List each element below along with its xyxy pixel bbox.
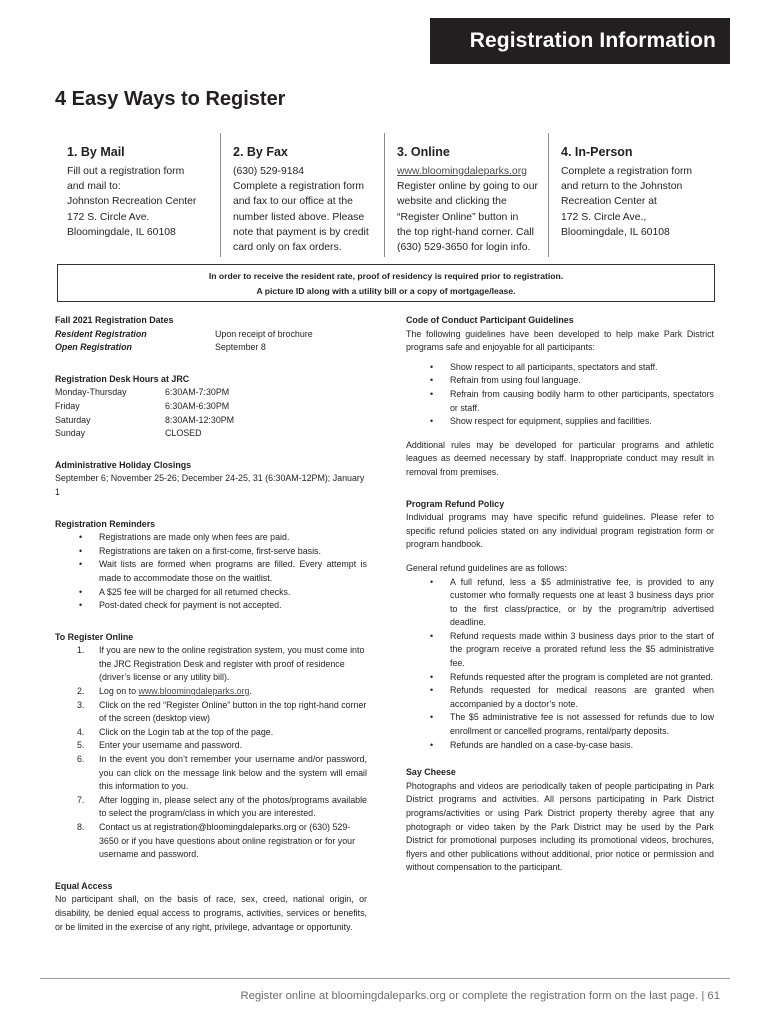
registration-methods xyxy=(55,133,715,257)
way-line: Complete a registration form xyxy=(561,166,693,177)
list-item: • Refrain from causing bodily harm to other participants, spectators or staff. xyxy=(406,388,714,415)
hours-time: CLOSED xyxy=(165,428,202,439)
way-line: Johnston Recreation Center xyxy=(67,196,197,208)
way-line: Bloomingdale, IL 60108 xyxy=(561,226,670,238)
reminders-list xyxy=(55,531,367,613)
website-link[interactable]: www.bloomingdaleparks.org xyxy=(397,166,527,177)
list-item: • A $25 fee will be charged for all returned checks. xyxy=(55,586,367,600)
way-line: and fax to our office at the xyxy=(233,196,353,208)
way-line: the top right-hand corner. Call xyxy=(397,226,534,238)
date-label: Resident Registration xyxy=(55,328,147,339)
way-line: Fill out a registration form xyxy=(67,166,185,177)
refund-list xyxy=(406,576,714,753)
list-item: • Registrations are taken on a first-come, first-serve basis. xyxy=(55,545,367,559)
way-line: 172 S. Circle Ave. xyxy=(67,211,150,223)
residency-notice xyxy=(57,264,715,302)
way-line: website and clicking the xyxy=(397,196,507,208)
way-line: card only on fax orders. xyxy=(233,242,342,254)
refund-intro: Individual programs may have specific refund guidelines. Please refer to specific refund policies stated on any individual program registration form or program handbook. xyxy=(406,512,714,550)
way-line: and mail to: xyxy=(67,181,121,193)
list-item: 7. After logging in, please select any of the photos/programs available to select the program/class in which you are interested. xyxy=(77,794,367,819)
hours-time: 6:30AM-7:30PM xyxy=(165,387,230,398)
online-steps-list xyxy=(55,644,367,862)
hours-day: Sunday xyxy=(55,428,86,439)
left-column xyxy=(55,314,367,934)
way-line: Complete a registration form xyxy=(233,181,365,193)
conduct-heading: Code of Conduct Participant Guidelines xyxy=(406,315,574,325)
section-header-title: Registration Information xyxy=(469,29,716,52)
way-by-mail xyxy=(55,133,220,257)
conduct-intro: The following guidelines have been developed to help make Park District programs safe and enjoyable for all participants: xyxy=(406,328,714,353)
way-by-fax xyxy=(220,133,384,257)
list-item: • Refunds requested for medical reasons are granted when accompanied by a doctor’s note. xyxy=(406,684,714,711)
list-item: 1. If you are new to the online registration system, you must come into the JRC Registration Desk and register with proof of residence (driver’s license or any utility bill). xyxy=(77,645,365,683)
list-item: 5. Enter your username and password. xyxy=(77,740,243,751)
way-line: number listed above. Please xyxy=(233,211,365,223)
list-item: • The $5 administrative fee is not assessed for refunds due to low enrollment or cancelled programs, rental/party deposits. xyxy=(406,711,714,738)
list-item: • Post-dated check for payment is not accepted. xyxy=(55,599,367,613)
fall-dates-row xyxy=(55,328,367,342)
desk-hours-heading: Registration Desk Hours at JRC xyxy=(55,373,190,384)
hours-day: Saturday xyxy=(55,414,91,425)
hours-time: 8:30AM-12:30PM xyxy=(165,414,235,425)
refund-general: General refund guidelines are as follows: xyxy=(406,562,567,573)
list-item: • Show respect to all participants, spectators and staff. xyxy=(406,361,714,375)
reminders-heading: Registration Reminders xyxy=(55,518,156,529)
way-line: Recreation Center at xyxy=(561,196,657,208)
way-line: Bloomingdale, IL 60108 xyxy=(67,226,176,238)
list-item: • Registrations are made only when fees are paid. xyxy=(55,531,367,545)
equal-access-heading: Equal Access xyxy=(55,880,113,891)
footer-divider xyxy=(40,978,730,979)
equal-access-text: No participant shall, on the basis of race, sex, creed, national origin, or disability, be denied equal access to programs, activities, services or benefits, or be limited in the exercise of any right, privilege, advantage or opportunity. xyxy=(55,894,367,932)
say-cheese-text: Photographs and videos are periodically taken of people participating in Park District programs and activities. All persons participating in Park District programs/activities or using Park District property thereby agree that any photograph or video taken by the Park District may be used by the Park District for promotional purposes including its promotional videos, brochures, flyers and other publications without additional, prior notice or permission and without compensation to the participant. xyxy=(406,780,714,873)
way-line: (630) 529-3650 for login info. xyxy=(397,242,531,254)
way-in-person xyxy=(548,133,715,257)
page-title: 4 Easy Ways to Register xyxy=(55,88,286,110)
list-item: • Show respect for equipment, supplies and facilities. xyxy=(406,415,714,429)
list-item: • Refunds requested after the program is completed are not granted. xyxy=(406,671,714,685)
way-line: Register online by going to our xyxy=(397,181,538,193)
conduct-list xyxy=(406,361,714,429)
way-title: 2. By Fax xyxy=(233,145,288,159)
holiday-heading: Administrative Holiday Closings xyxy=(55,459,192,470)
hours-day: Friday xyxy=(55,400,80,411)
page-footer: Register online at bloomingdaleparks.org or complete the registration form on the last page. | 61 xyxy=(240,990,720,1002)
section-header xyxy=(430,18,730,64)
online-steps-heading: To Register Online xyxy=(55,631,134,642)
date-value: Upon receipt of brochure xyxy=(215,328,313,339)
list-item: • Refund requests made within 3 business days prior to the start of the program receive a prorated refund less the $5 administrative fee. xyxy=(406,630,714,671)
fall-dates-heading: Fall 2021 Registration Dates xyxy=(55,315,174,325)
way-line: (630) 529-9184 xyxy=(233,166,305,177)
hours-time: 6:30AM-6:30PM xyxy=(165,400,230,411)
list-item: • Wait lists are formed when programs are filled. Every attempt is made to accommodate those on the waitlist. xyxy=(55,558,367,585)
refund-heading: Program Refund Policy xyxy=(406,498,505,509)
say-cheese-heading: Say Cheese xyxy=(406,767,456,778)
list-item: 6. In the event you don’t remember your username and/or password, you can click on the message link below and the system will email this information to you. xyxy=(77,754,367,792)
way-line: note that payment is by credit xyxy=(233,226,369,238)
list-item: 3. Click on the red “Register Online” button in the top right-hand corner of the screen (desktop view) xyxy=(77,699,367,724)
way-title: 1. By Mail xyxy=(67,145,125,159)
hours-row xyxy=(55,386,367,400)
hours-row xyxy=(55,414,367,428)
date-value: September 8 xyxy=(215,342,266,353)
way-line: 172 S. Circle Ave., xyxy=(561,211,647,223)
website-link[interactable]: www.bloomingdaleparks.org xyxy=(138,686,250,697)
way-line: and return to the Johnston xyxy=(561,181,683,193)
fall-dates-row xyxy=(55,341,367,355)
list-item: • Refrain from using foul language. xyxy=(406,374,714,388)
list-item: • Refunds are handled on a case-by-case basis. xyxy=(406,739,714,753)
way-title: 3. Online xyxy=(397,145,450,159)
hours-row xyxy=(55,427,367,441)
conduct-outro: Additional rules may be developed for particular programs and athletic leagues as deemed necessary by staff. Inappropriate conduct may result in removal from premises. xyxy=(406,439,714,477)
hours-row xyxy=(55,400,367,414)
list-item: 8. Contact us at registration@bloomingdaleparks.org or (630) 529-3650 or if you have questions about online registration or for your username and password. xyxy=(77,822,356,860)
way-title: 4. In-Person xyxy=(561,145,633,159)
holiday-text: September 6; November 25-26; December 24-25, 31 (6:30AM-12PM); January 1 xyxy=(55,473,365,497)
list-item: 4. Click on the Login tab at the top of the page. xyxy=(77,726,274,737)
notice-line: A picture ID along with a utility bill or a copy of mortgage/lease. xyxy=(256,286,516,296)
list-item: 2. Log on to www.bloomingdaleparks.org. xyxy=(77,686,252,697)
hours-day: Monday-Thursday xyxy=(55,387,127,398)
way-online xyxy=(384,133,548,257)
way-line: “Register Online” button in xyxy=(397,211,519,223)
date-label: Open Registration xyxy=(55,342,132,353)
notice-line: In order to receive the resident rate, proof of residency is required prior to registration. xyxy=(208,271,564,281)
right-column xyxy=(406,314,714,875)
list-item: • A full refund, less a $5 administrative fee, is provided to any customer who formally requests one at least 3 business days prior to the first class/practice, or by the program/trip advertised deadline. xyxy=(406,576,714,630)
